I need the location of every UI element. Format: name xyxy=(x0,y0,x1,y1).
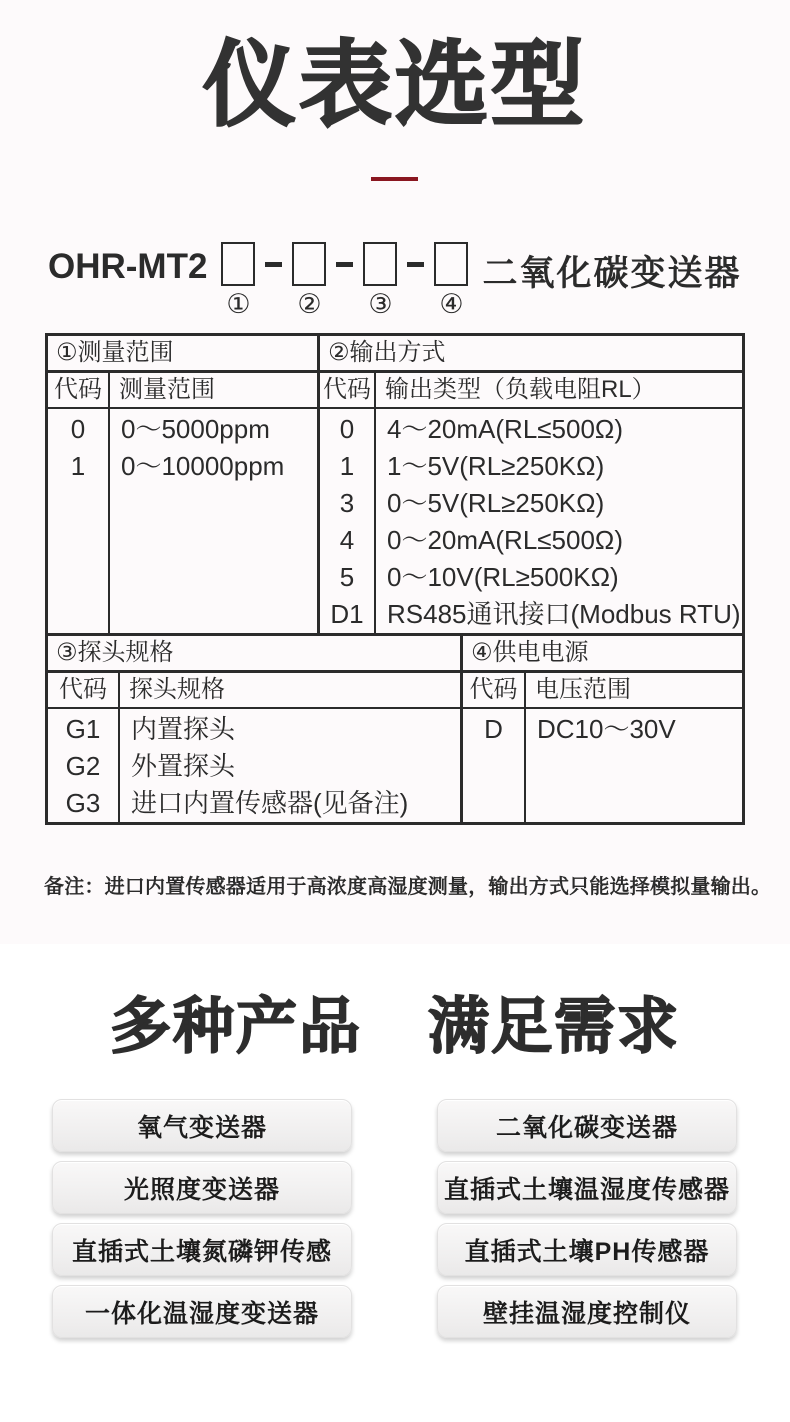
footnote xyxy=(44,870,772,899)
section-measure-range xyxy=(48,336,320,633)
model-slot-box-3 xyxy=(363,242,397,286)
position-label-4: ④ xyxy=(439,289,464,319)
column-header-value: 探头规格 xyxy=(129,676,225,703)
model-slot-2 xyxy=(292,242,326,320)
section-subheader xyxy=(48,373,317,409)
section-subheader xyxy=(463,673,742,709)
code-column xyxy=(48,409,110,633)
code-cell: 5 xyxy=(339,562,355,592)
product-button-soil-temp-humidity-sensor[interactable]: 直插式土壤温湿度传感器 xyxy=(437,1161,737,1214)
section-title: ①测量范围 xyxy=(48,336,317,373)
section-body xyxy=(48,409,317,633)
value-cell: RS485通讯接口(Modbus RTU) xyxy=(387,599,741,629)
model-slot-1 xyxy=(221,242,255,320)
column-header-code: 代码 xyxy=(463,673,526,707)
section-body xyxy=(48,709,460,822)
footnote-text: 进口内置传感器适用于高浓度高湿度测量，输出方式只能选择模拟量输出。 xyxy=(104,876,772,898)
column-header-value: 电压范围 xyxy=(535,676,631,703)
product-button-soil-npk-sensor[interactable]: 直插式土壤氮磷钾传感 xyxy=(52,1223,352,1276)
column-header-code: 代码 xyxy=(48,373,110,407)
footnote-label: 备注： xyxy=(44,876,105,898)
code-cell: G2 xyxy=(65,751,101,781)
code-cell: 0 xyxy=(70,414,86,444)
product-button-co2-transmitter[interactable]: 二氧化碳变送器 xyxy=(437,1099,737,1152)
dash-separator xyxy=(265,262,282,267)
title-divider xyxy=(371,177,418,181)
value-cell: 外置探头 xyxy=(131,751,236,781)
value-cell: DC10～30V xyxy=(537,714,676,744)
position-label-1: ① xyxy=(226,289,251,319)
code-column xyxy=(320,409,376,633)
table-group-upper xyxy=(48,336,742,633)
value-cell: 内置探头 xyxy=(131,714,236,744)
code-column xyxy=(463,709,526,822)
value-column xyxy=(376,409,742,633)
products-heading-left: 多种产品 xyxy=(109,992,362,1060)
product-button-integrated-temp-humidity-transmitter[interactable]: 一体化温湿度变送器 xyxy=(52,1285,352,1338)
model-slot-3 xyxy=(363,242,397,320)
value-cell: 1～5V(RL≥250KΩ) xyxy=(387,451,605,481)
value-cell: 4～20mA(RL≤500Ω) xyxy=(387,414,624,444)
code-cell: 1 xyxy=(339,451,355,481)
code-cell: D xyxy=(484,714,503,744)
product-button-soil-ph-sensor[interactable]: 直插式土壤PH传感器 xyxy=(437,1223,737,1276)
value-cell: 进口内置传感器(见备注) xyxy=(131,788,409,818)
product-button-column-right xyxy=(437,1099,737,1338)
section-body xyxy=(320,409,742,633)
value-column xyxy=(526,709,742,822)
code-cell: 4 xyxy=(339,525,355,555)
model-slot-box-1 xyxy=(221,242,255,286)
products-heading xyxy=(0,978,790,1065)
value-cell: 0～5000ppm xyxy=(121,414,270,444)
page-title: 仪表选型 xyxy=(203,33,587,137)
model-product-name: 二氧化碳变送器 xyxy=(482,254,742,293)
section-title: ③探头规格 xyxy=(48,636,460,673)
value-column xyxy=(110,409,317,633)
code-cell: D1 xyxy=(330,599,364,629)
section-title: ②输出方式 xyxy=(320,336,742,373)
value-cell: 0～5V(RL≥250KΩ) xyxy=(387,488,605,518)
model-slot-box-2 xyxy=(292,242,326,286)
code-cell: G3 xyxy=(65,788,101,818)
code-cell: 3 xyxy=(339,488,355,518)
section-probe-spec xyxy=(48,636,463,822)
section-power-supply xyxy=(463,636,742,822)
column-header-value: 测量范围 xyxy=(119,376,215,403)
code-column xyxy=(48,709,120,822)
section-output-mode xyxy=(320,336,742,633)
section-body xyxy=(463,709,742,822)
value-cell: 0～10000ppm xyxy=(121,451,285,481)
code-cell: 0 xyxy=(339,414,355,444)
column-header-value: 输出类型（负载电阻RL） xyxy=(385,376,656,403)
product-button-column-left xyxy=(52,1099,352,1338)
model-slot-box-4 xyxy=(434,242,468,286)
value-column xyxy=(120,709,460,822)
section-title: ④供电电源 xyxy=(463,636,742,673)
code-cell: G1 xyxy=(65,714,101,744)
product-button-wall-mount-temp-humidity-controller[interactable]: 壁挂温湿度控制仪 xyxy=(437,1285,737,1338)
dash-separator xyxy=(336,262,353,267)
section-subheader xyxy=(320,373,742,409)
selection-table xyxy=(45,333,745,825)
position-label-3: ③ xyxy=(368,289,393,319)
product-button-oxygen-transmitter[interactable]: 氧气变送器 xyxy=(52,1099,352,1152)
column-header-code: 代码 xyxy=(320,373,376,407)
value-cell: 0～20mA(RL≤500Ω) xyxy=(387,525,624,555)
code-cell: 1 xyxy=(70,451,86,481)
model-slot-4 xyxy=(434,242,468,320)
column-header-code: 代码 xyxy=(48,673,120,707)
dash-separator xyxy=(407,262,424,267)
section-subheader xyxy=(48,673,460,709)
model-code-diagram xyxy=(48,242,741,320)
products-heading-right: 满足需求 xyxy=(428,992,681,1060)
product-button-illuminance-transmitter[interactable]: 光照度变送器 xyxy=(52,1161,352,1214)
position-label-2: ② xyxy=(297,289,322,319)
value-cell: 0～10V(RL≥500KΩ) xyxy=(387,562,619,592)
table-group-lower xyxy=(48,633,742,822)
model-prefix: OHR-MT2 xyxy=(48,247,208,286)
